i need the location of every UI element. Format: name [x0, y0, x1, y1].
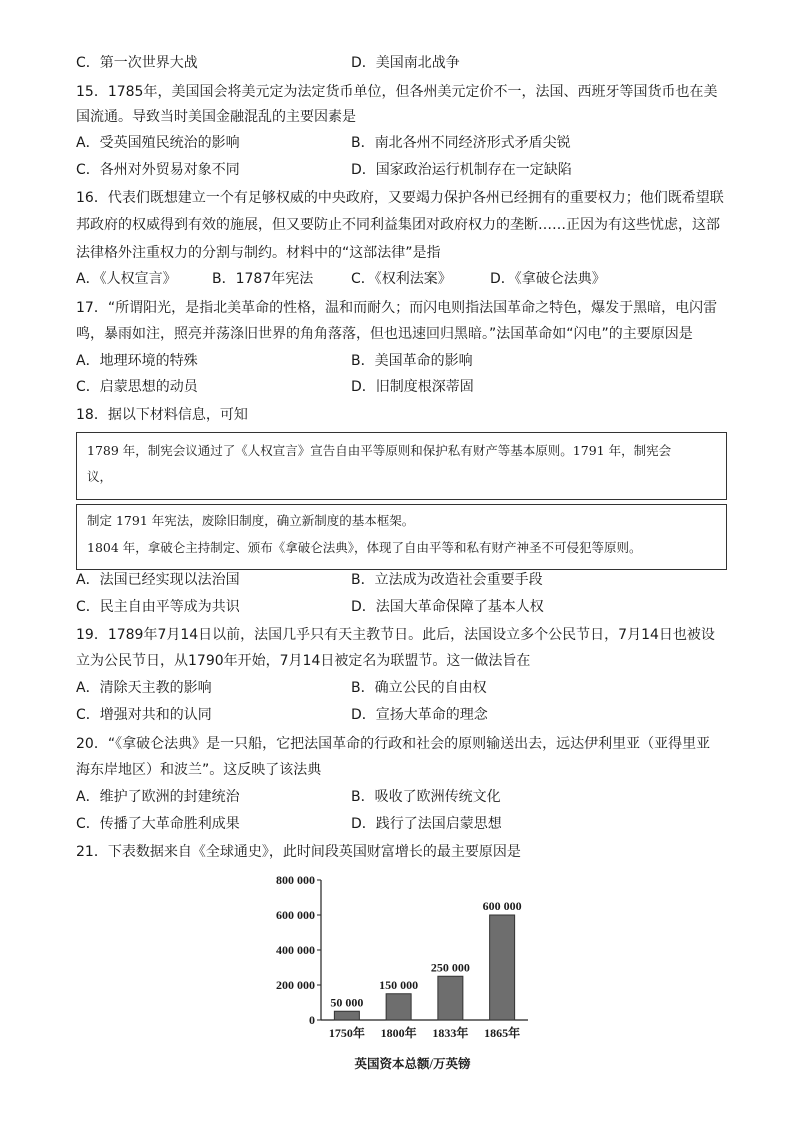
q17-stem-line2: 鸣，暴雨如注，照亮并荡涤旧世界的角角落落，但也迅速回归黑暗。”法国革命如“闪电”的主要原因是 [76, 326, 693, 342]
q15-stem-line2: 国流通。导致当时美国金融混乱的主要因素是 [76, 109, 356, 125]
q15-stem-line1: 15．1785年，美国国会将美元定为法定货币单位，但各州美元定价不一，法国、西班牙等国货币也在美 [76, 84, 718, 100]
q19-option-b: B．确立公民的自由权 [351, 680, 487, 696]
q17-stem-line1: 17．“所谓阳光，是指北美革命的性格，温和而耐久；而闪电则指法国革命之特色，爆发于黑暗，电闪雷 [76, 300, 718, 316]
chart-caption: 英国资本总额/万英镑 [354, 1057, 471, 1071]
q16-option-a: A．《人权宣言》 [76, 271, 177, 287]
q18-box2-line1: 制定 1791 年宪法，废除旧制度，确立新制度的基本框架。 [87, 513, 415, 528]
q15-option-d: D．国家政治运行机制存在一定缺陷 [351, 162, 572, 178]
q18-option-a: A．法国已经实现以法治国 [76, 572, 240, 588]
q18-box1-line2: 议， [87, 469, 113, 484]
q14-option-d: D．美国南北战争 [351, 55, 460, 71]
bar-value-label: 600 000 [482, 899, 522, 913]
q16-stem-line3: 法律格外注重权力的分割与制约。材料中的“这部法律”是指 [76, 245, 441, 261]
q18-box1-line1: 1789 年，制宪会议通过了《人权宣言》宣告自由平等原则和保护私有财产等基本原则。1791 年，制宪会 [87, 443, 672, 458]
q20-option-d: D．践行了法国启蒙思想 [351, 816, 502, 832]
q17-option-c: C．启蒙思想的动员 [76, 379, 198, 395]
bar [438, 976, 463, 1020]
q20-option-c: C．传播了大革命胜利成果 [76, 816, 240, 832]
bar [334, 1011, 359, 1020]
q19-option-c: C．增强对共和的认同 [76, 707, 212, 723]
q17-option-b: B．美国革命的影响 [351, 353, 473, 369]
q19-option-a: A．清除天主教的影响 [76, 680, 212, 696]
q21-stem: 21．下表数据来自《全球通史》，此时间段英国财富增长的最主要原因是 [76, 844, 521, 860]
q20-stem-line2: 海东岸地区）和波兰”。这反映了该法典 [76, 762, 322, 778]
y-tick-label: 0 [309, 1013, 315, 1027]
q19-stem-line1: 19．1789年7月14日以前，法国几乎只有天主教节日。此后，法国设立多个公民节日，7月14日也被设 [76, 627, 715, 643]
q16-stem-line2: 邦政府的权威得到有效的施展，但又要防止不同利益集团对政府权力的垄断……正因为有这些忧虑，这部 [76, 217, 720, 233]
q15-option-c: C．各州对外贸易对象不同 [76, 162, 240, 178]
y-tick-label: 400 000 [276, 943, 315, 957]
q18-option-c: C．民主自由平等成为共识 [76, 599, 240, 615]
bar-value-label: 150 000 [379, 977, 419, 992]
y-tick-label: 800 000 [276, 873, 315, 887]
q18-box2-line2: 1804 年，拿破仑主持制定、颁布《拿破仑法典》，体现了自由平等和私有财产神圣不可侵犯等原则。 [87, 540, 642, 555]
q17-option-d: D．旧制度根深蒂固 [351, 379, 474, 395]
bar-value-label: 250 000 [430, 960, 470, 975]
q17-option-a: A．地理环境的特殊 [76, 353, 198, 369]
q18-material-box-1 [76, 432, 727, 500]
y-tick-label: 600 000 [276, 908, 315, 922]
q14-option-c: C．第一次世界大战 [76, 55, 198, 71]
bar [386, 994, 411, 1020]
q18-option-d: D．法国大革命保障了基本人权 [351, 599, 544, 615]
q18-stem: 18．据以下材料信息，可知 [76, 407, 248, 423]
q19-stem-line2: 立为公民节日，从1790年开始，7月14日被定名为联盟节。这一做法旨在 [76, 653, 531, 669]
q18-option-b: B．立法成为改造社会重要手段 [351, 572, 543, 588]
q15-option-b: B．南北各州不同经济形式矛盾尖锐 [351, 135, 571, 151]
x-tick-label: 1800年 [380, 1026, 417, 1040]
bar-value-label: 50 000 [330, 995, 364, 1010]
x-tick-label: 1833年 [432, 1026, 469, 1040]
bar [490, 915, 515, 1020]
q16-option-b: B．1787年宪法 [212, 271, 314, 287]
q19-option-d: D．宣扬大革命的理念 [351, 707, 488, 723]
capital-bar-chart [260, 868, 560, 1084]
q20-stem-line1: 20．“《拿破仑法典》是一只船，它把法国革命的行政和社会的原则输送出去，远达伊利里亚（亚得里亚 [76, 736, 711, 752]
x-tick-label: 1865年 [484, 1026, 521, 1040]
q16-option-c: C．《权利法案》 [351, 271, 452, 287]
q20-option-a: A．维护了欧洲的封建统治 [76, 789, 240, 805]
q16-option-d: D．《拿破仑法典》 [490, 271, 606, 287]
x-tick-label: 1750年 [328, 1026, 365, 1040]
q20-option-b: B．吸收了欧洲传统文化 [351, 789, 501, 805]
q15-option-a: A．受英国殖民统治的影响 [76, 135, 240, 151]
y-tick-label: 200 000 [276, 978, 315, 992]
q18-material-box-2 [76, 504, 727, 570]
q16-stem-line1: 16．代表们既想建立一个有足够权威的中央政府，又要竭力保护各州已经拥有的重要权力；他们既希望联 [76, 190, 724, 206]
